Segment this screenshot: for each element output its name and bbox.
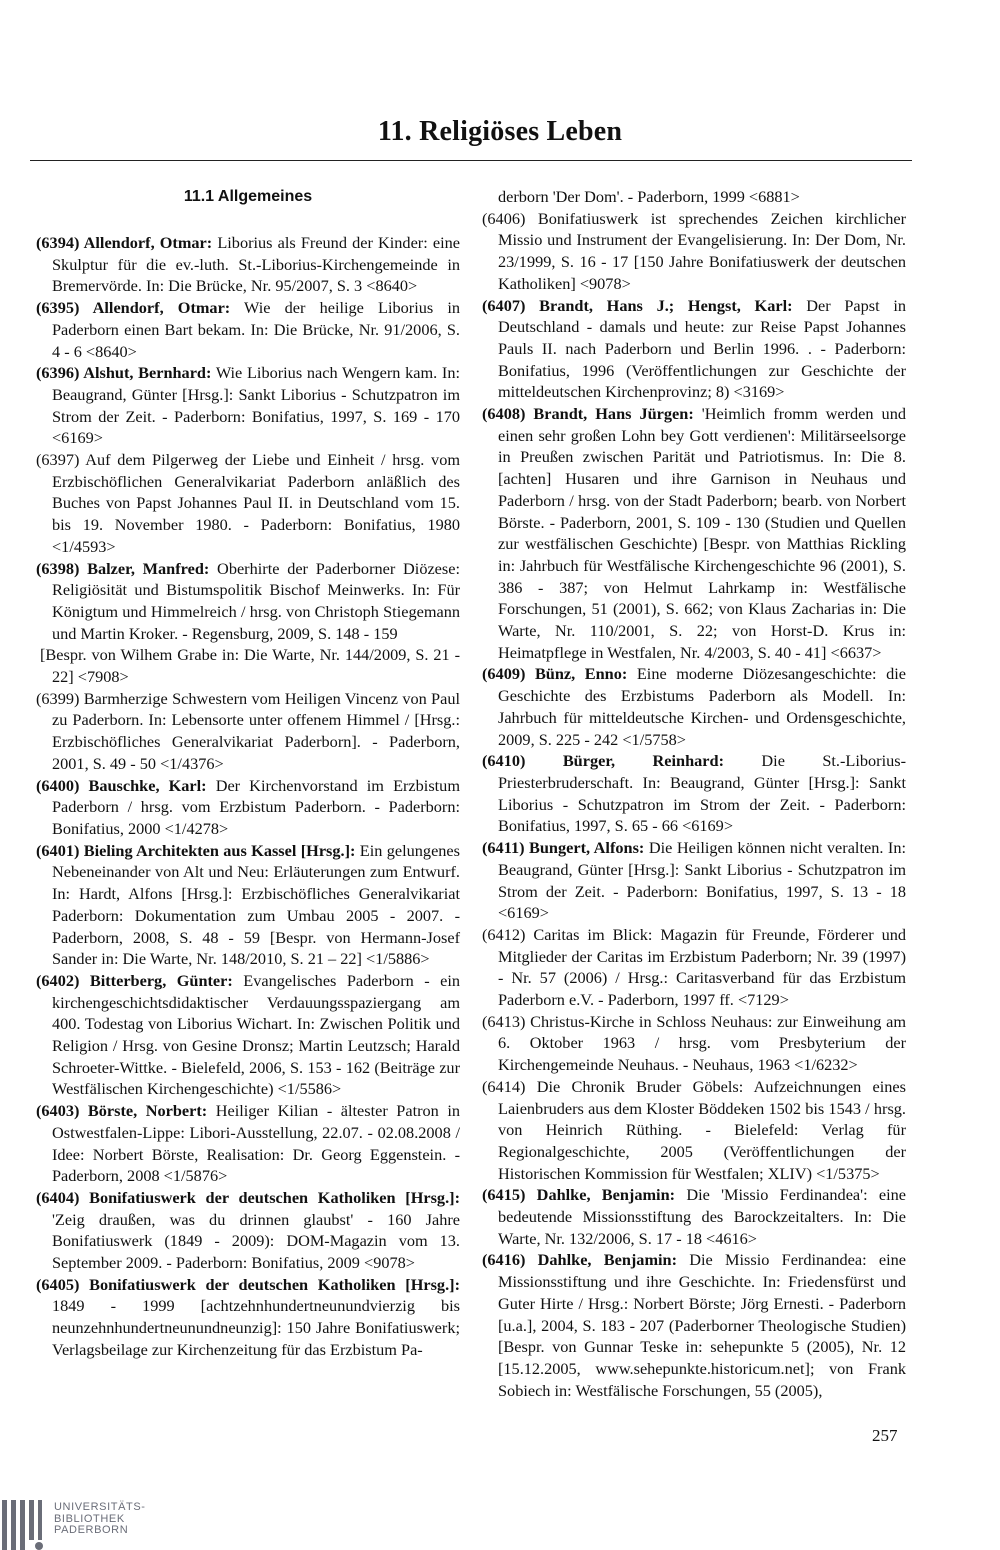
entry-text: Der Papst in Deutschland - damals und heute: zur Reise Papst Johannes Pauls II. nach Paderborn und Berlin 1996. . - Paderborn: Bonifatius, 1996 (Veröffentlichungen zur Geschichte der mitteldeutschen Kirchenprovinz; 8) <3169> (498, 295, 906, 402)
entry-text: Evangelisches Paderborn - ein kirchengeschichtsdidaktischer Verdauungsspaziergang am 400. Todestag von Liborius Wichart. In: Zwischen Politik und Religion / Hrsg. von Gesine Dronsz; Martin Leutzsch; Harald Schroeter-Wittke. - Bielefeld, 2006, S. 153 - 162 (Beiträge zur Westfälischen Kirchengeschichte) <1/5586> (52, 970, 460, 1099)
entry-author: (6396) Alshut, Bernhard: (36, 363, 212, 383)
bibliography-entry (36, 644, 460, 687)
entry-author: (6402) Bitterberg, Günter: (36, 970, 233, 990)
entry-text: Eine moderne Diözesangeschichte: die Geschichte des Erzbistums Paderborn als Modell. In: Jahrbuch für mitteldeutsche Kirchen- und Ordensgeschichte, 2009, S. 225 - 242 <1/5758> (498, 664, 906, 749)
page-number: 257 (872, 1426, 898, 1445)
entry-author: (6398) Balzer, Manfred: (36, 558, 210, 578)
bibliography-entry (482, 295, 906, 404)
entry-author: (6408) Brandt, Hans Jürgen: (482, 404, 694, 424)
entry-text: Wie Liborius nach Wengern kam. In: Beaugrand, Günter [Hrsg.]: Sankt Liborius - Schutzpatron im Strom der Zeit. - Paderborn: Bonifatius, 1997, S. 169 - 170 <6169> (52, 363, 460, 448)
logo-line: PADERBORN (54, 1524, 129, 1536)
entry-author: (6404) Bonifatiuswerk der deutschen Katholiken [Hrsg.]: (36, 1187, 460, 1207)
section-heading: 11.1 Allgemeines (183, 188, 313, 205)
right-entry-list (482, 186, 906, 1401)
entry-text: (6406) Bonifatiuswerk ist sprechendes Zeichen kirchlicher Missio und Instrument der Evangelisierung. In: Der Dom, Nr. 23/1999, S. 16 - 17 [150 Jahre Bonifatiuswerk der deutschen Katholiken] <9078> (482, 208, 906, 293)
bibliography-entry (482, 837, 906, 924)
left-column (36, 186, 460, 1361)
entry-author: (6410) Bürger, Reinhard: (482, 751, 724, 771)
bibliography-entry (482, 208, 906, 295)
bibliography-entry (36, 449, 460, 558)
entry-text: (6399) Barmherzige Schwestern vom Heiligen Vincenz von Paul zu Paderborn. In: Lebensorte unter offenem Himmel / [Hrsg.: Erzbischöfliches Generalvikariat Paderborn]. - Paderborn, 2001, S. 49 - 50 <1/4376> (36, 688, 460, 773)
bibliography-entry (36, 970, 460, 1100)
entry-author: (6411) Bungert, Alfons: (482, 838, 645, 858)
right-column (482, 186, 906, 1401)
bibliography-entry (36, 1100, 460, 1187)
entry-author: (6401) Bieling Architekten aus Kassel [Hrsg.]: (36, 840, 356, 860)
entry-author: (6409) Bünz, Enno: (482, 664, 628, 684)
entry-author: (6395) Allendorf, Otmar: (36, 298, 231, 318)
bibliography-entry (36, 840, 460, 970)
logo-text (54, 1502, 146, 1537)
entry-text: Die 'Missio Ferdinandea': eine bedeutende Missionsstiftung des Barockzeitalters. In: Die Warte, Nr. 132/2006, S. 17 - 18 <4616> (498, 1185, 906, 1248)
bibliography-entry (36, 688, 460, 775)
bibliography-entry (482, 1076, 906, 1185)
bibliography-entry (36, 232, 460, 297)
entry-author: (6416) Dahlke, Benjamin: (482, 1250, 678, 1270)
entry-author: (6405) Bonifatiuswerk der deutschen Katholiken [Hrsg.]: (36, 1274, 460, 1294)
entry-text: Oberhirte der Paderborner Diözese: Religiösität und Bistumspolitik Bischof Meinwerks. In: Für Königtum und Himmelreich / hrsg. von Christoph Stiegemann und Martin Kroker. - Regensburg, 2009, S. 148 - 159 (52, 558, 460, 643)
entry-text: (6413) Christus-Kirche in Schloss Neuhaus: zur Einweihung am 6. Oktober 1963 / hrsg. vom Presbyterium der Kirchengemeinde Neuhaus. - Neuhaus, 1963 <1/6232> (482, 1011, 906, 1075)
bibliography-entry (36, 1274, 460, 1361)
logo-line: BIBLIOTHEK (54, 1512, 125, 1525)
library-logo (0, 1500, 200, 1550)
entry-text: 'Heimlich fromm werden und einen sehr großen Lohn bey Gott verdienen': Militärseelsorge in Preußen zwischen Parität und Patriotismus. In: Die 8. [achten] Husaren und ihre Garnison in Neuhaus und Paderborn / hrsg. von der Stadt Paderborn; bearb. von Norbert Börste. - Paderborn, 2001, S. 109 - 130 (Studien und Quellen zur westfälischen Geschichte) [Bespr. von Matthias Rickling in: Jahrbuch für Westfälische Kirchengeschichte 96 (2001), S. 386 - 387; von Helmut Lahrkamp in: Westfälische Forschungen, 51 (2001), S. 662; von Klaus Zacharias in: Die Warte, Nr. 110/2001, S. 22; von Horst-D. Krus in: Heimatpflege in Westfalen, Nr. 4/2003, S. 40 - 41] <6637> (498, 404, 906, 662)
logo-line: UNIVERSITÄTS- (54, 1501, 146, 1513)
bibliography-entry (36, 558, 460, 645)
bibliography-entry (482, 1011, 906, 1076)
bibliography-entry (482, 1184, 906, 1249)
entry-text: Liborius als Freund der Kinder: eine Skulptur für die ev.-luth. St.-Liborius-Kirchengemeinde in Bremervörde. In: Die Brücke, Nr. 95/2007, S. 3 <8640> (52, 233, 460, 296)
entry-text: (6397) Auf dem Pilgerweg der Liebe und Einheit / hrsg. vom Erzbischöflichen Generalvikariat Paderborn anläßlich des Buches von Papst Johannes Paul II. in Deutschland vom 15. bis 19. November 1980. - Paderborn: Bonifatius, 1980 <1/4593> (36, 450, 460, 556)
bibliography-entry (36, 775, 460, 840)
entry-author: (6415) Dahlke, Benjamin: (482, 1185, 676, 1205)
bibliography-entry (36, 1187, 460, 1274)
entry-author: (6400) Bauschke, Karl: (36, 775, 207, 795)
entry-text: 1849 - 1999 [achtzehnhundertneunundvierzig bis neunzehnhundertneunundneunzig]: 150 Jahre Bonifatiuswerk; Verlagsbeilage zur Kirchenzeitung für das Erzbistum Pa- (52, 1296, 460, 1359)
page-title: 11. Religiöses Leben (377, 116, 623, 147)
entry-author: (6394) Allendorf, Otmar: (36, 233, 213, 252)
bibliography-entry (36, 362, 460, 449)
entry-text: (6414) Die Chronik Bruder Göbels: Aufzeichnungen eines Laienbruders aus dem Kloster Böddeken 1502 bis 1543 / hrsg. von Heinrich Rüthing. - Bielefeld: Verlag für Regionalgeschichte, 2005 (Veröffentlichungen der Historischen Kommission für Westfalen; XLIV) <1/5375> (482, 1076, 906, 1183)
title-rule (30, 160, 912, 161)
entry-text: Ein gelungenes Nebeneinander von Alt und Neu: Erläuterungen zum Entwurf. In: Hardt, Alfons [Hrsg.]: Erzbischöfliches Generalvikariat Paderborn: Dokumentation zum Umbau 2005 - 2007. - Paderborn, 2008, S. 48 - 59 [Bespr. von Hermann-Josef Sander in: Die Warte, Nr. 148/2010, S. 21 – 22] <1/5886> (52, 840, 460, 969)
entry-text: Die Heiligen können nicht veralten. In: Beaugrand, Günter [Hrsg.]: Sankt Liborius - Schutzpatron im Strom der Zeit. - Paderborn: Bonifatius, 1997, S. 13 - 18 <6169> (498, 838, 906, 923)
bibliography-entry (482, 750, 906, 837)
bibliography-entry (482, 403, 906, 663)
bibliography-entry (482, 663, 906, 750)
entry-text: Wie der heilige Liborius in Paderborn einen Bart bekam. In: Die Brücke, Nr. 91/2006, S. 4 - 6 <8640> (52, 298, 460, 361)
entry-author: (6407) Brandt, Hans J.; Hengst, Karl: (482, 295, 793, 315)
bibliography-entry (482, 1249, 906, 1401)
entry-author: (6403) Börste, Norbert: (36, 1101, 208, 1121)
entry-text: Der Kirchenvorstand im Erzbistum Paderborn / hrsg. vom Erzbistum Paderborn. - Paderborn: Bonifatius, 2000 <1/4278> (52, 775, 460, 838)
bibliography-entry (482, 186, 906, 208)
bibliography-entry (482, 924, 906, 1011)
entry-text: (6412) Caritas im Blick: Magazin für Freunde, Förderer und Mitglieder der Caritas im Erzbistum Paderborn; Nr. 39 (1997) - Nr. 57 (2006) / Hrsg.: Caritasverband für das Erzbistum Paderborn e.V. - Paderborn, 1997 ff. <7129> (482, 924, 906, 1010)
entry-text: [Bespr. von Wilhem Grabe in: Die Warte, Nr. 144/2009, S. 21 - 22] <7908> (40, 645, 460, 687)
entry-text: 'Zeig draußen, was du drinnen glaubst' - 160 Jahre Bonifatiuswerk (1849 - 2009): DOM-Magazin vom 13. September 2009. - Paderborn: Bonifatius, 2009 <9078> (52, 1209, 460, 1273)
left-entry-list (36, 232, 460, 1361)
entry-text: Die St.-Liborius-Priesterbruderschaft. In: Beaugrand, Günter [Hrsg.]: Sankt Liborius - Schutzpatron im Strom der Zeit. - Paderborn: Bonifatius, 1997, S. 65 - 66 <6169> (498, 751, 906, 836)
bibliography-entry (36, 297, 460, 362)
entry-text: Die Missio Ferdinandea: eine Missionsstiftung und ihre Geschichte. In: Friedensfürst und Guter Hirte / Hrsg.: Norbert Börste; Jörg Ernesti. - Paderborn [u.a.], 2004, S. 183 - 207 (Paderborner Theologische Studien) [Bespr. von Gunnar Teske in: sehepunkte 5 (2005), Nr. 12 [15.12.2005, www.sehepunkte.historicum.net]; von Frank Sobiech in: Westfälische Forschungen, 55 (2005), (498, 1250, 906, 1400)
entry-text: derborn 'Der Dom'. - Paderborn, 1999 <6881> (498, 187, 800, 206)
entry-text: Heiliger Kilian - ältester Patron in Ostwestfalen-Lippe: Libori-Ausstellung, 22.07. - 02.08.2008 / Idee: Norbert Börste, Realisation: Dr. Georg Eggenstein. - Paderborn, 2008 <1/5876> (52, 1101, 460, 1186)
